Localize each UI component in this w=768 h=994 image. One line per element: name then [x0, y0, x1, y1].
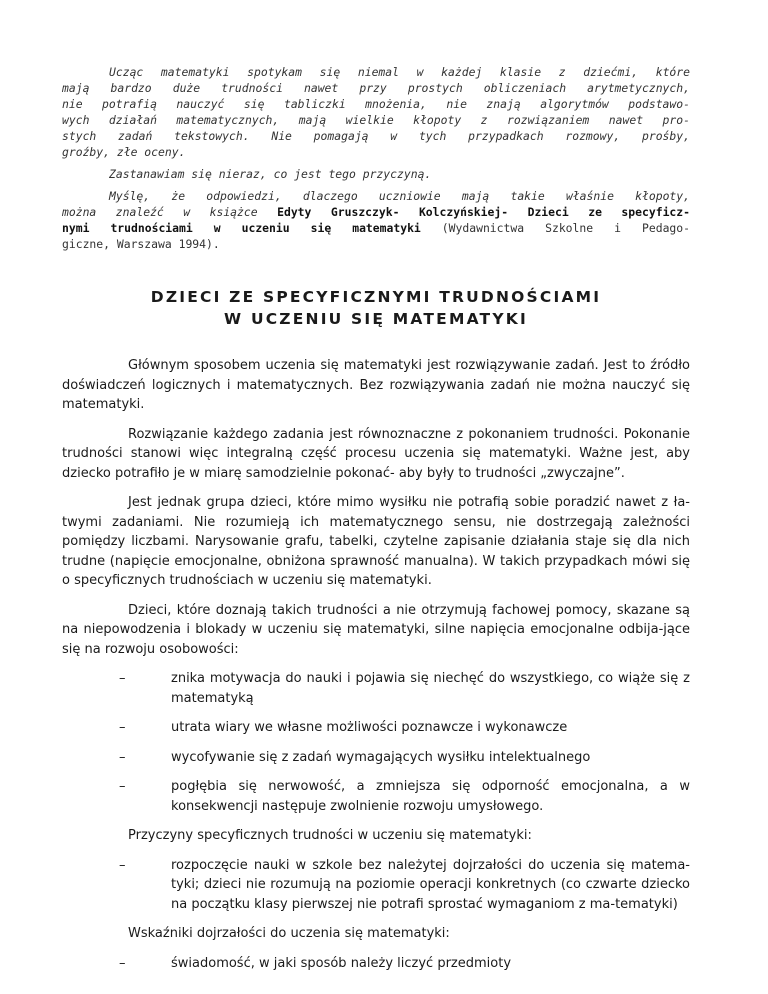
- body-paragraph: Jest jednak grupa dzieci, które mimo wysiłku nie potrafią sobie poradzić nawet z ła-twymi zadaniami. Nie rozumieją ich matematycznego sensu, nie dostrzegają zależności pomiędzy liczbami. Narysowanie grafu, tabelki, czytelne zapisanie działania staje się dla nich trudne (napięcie emocjonalne, obniżona sprawność manualna). W takich przypadkach mówi się o specyficznych trudnościach w uczeniu się matematyki.: [62, 495, 690, 588]
- intro-line: Ucząc matematyki spotykam się niemal w każdej klasie z dziećmi, które: [109, 65, 690, 79]
- list-item-text: utrata wiary we własne możliwości poznawcze i wykonawcze: [171, 720, 568, 735]
- list-item: [119, 954, 690, 974]
- indicators-heading: Wskaźniki dojrzałości do uczenia się matematyki:: [128, 926, 450, 941]
- book-publisher: (Wydawnictwa Szkolne i Pedago-: [420, 221, 690, 235]
- intro-paragraph-1: [62, 64, 690, 160]
- section-heading: [62, 286, 690, 330]
- heading-line-2: W UCZENIU SIĘ MATEMATYKI: [224, 310, 528, 328]
- heading-line-1: DZIECI ZE SPECYFICZNYMI TRUDNOŚCIAMI: [150, 288, 602, 306]
- intro-paragraph-3: [62, 188, 690, 252]
- intro-line: giczne, Warszawa 1994).: [62, 237, 220, 251]
- intro-line: stych zadań tekstowych. Nie pomagają w tych przypadkach rozmowy, prośby,: [62, 129, 690, 143]
- intro-text: można znaleźć w książce: [62, 205, 278, 219]
- dash-bullet: –: [119, 857, 126, 873]
- causes-heading: Przyczyny specyficznych trudności w uczeniu się matematyki:: [128, 828, 532, 843]
- book-title: nymi trudnościami w uczeniu się matematyki: [62, 221, 421, 235]
- body-section: [62, 356, 690, 973]
- body-paragraph: Rozwiązanie każdego zadania jest równoznaczne z pokonaniem trudności. Pokonanie trudności stanowi więc integralną część procesu uczenia się matematyki. Ważne jest, aby dziecko potrafiło je w miarę samodzielnie pokonać- aby były to trudności „zwyczajne”.: [62, 426, 690, 481]
- list-item: [119, 718, 690, 738]
- body-paragraph: Głównym sposobem uczenia się matematyki jest rozwiązywanie zadań. Jest to źródło doświadczeń logicznych i matematycznych. Bez rozwiązywania zadań nie można nauczyć się matematyki.: [62, 358, 690, 412]
- intro-line: Myślę, że odpowiedzi, dlaczego uczniowie mają takie właśnie kłopoty,: [109, 189, 690, 203]
- dash-bullet: –: [119, 779, 126, 794]
- list-item-text: pogłębia się nerwowość, a zmniejsza się odporność emocjonalna, a w konsekwencji następuje zwolnienie rozwoju umysłowego.: [171, 779, 690, 814]
- dash-bullet: –: [119, 955, 126, 971]
- book-author-title: Edyty Gruszczyk- Kolczyńskiej- Dzieci ze specyficz-: [277, 205, 690, 219]
- intro-line: mają bardzo duże trudności nawet przy prostych obliczeniach arytmetycznych,: [62, 81, 690, 95]
- body-paragraph: Dzieci, które doznają takich trudności a nie otrzymują fachowej pomocy, skazane są na niepowodzenia i blokady w uczeniu się matematyki, silne napięcia emocjonalne odbija-jące się na rozwoju osobowości:: [62, 602, 690, 657]
- intro-line: groźby, złe oceny.: [62, 145, 186, 159]
- causes-list: [62, 856, 690, 915]
- intro-paragraph-2: [62, 166, 690, 182]
- dash-bullet: –: [119, 720, 126, 735]
- intro-line: [62, 204, 690, 220]
- list-item: [119, 669, 690, 708]
- list-item-text: świadomość, w jaki sposób należy liczyć przedmioty: [171, 955, 512, 971]
- list-item-text: wycofywanie się z zadań wymagających wysiłku intelektualnego: [171, 749, 591, 765]
- list-item-text: rozpoczęcie nauki w szkole bez należytej dojrzałości do uczenia się matema-tyki; dzieci nie rozumują na poziomie operacji konkretnych (co czwarte dziecko na początku klasy pierwszej nie potrafi sprostać wymaganiom z ma-tematyki): [171, 857, 690, 912]
- list-item: [119, 748, 690, 768]
- list-item: [119, 856, 690, 915]
- list-item: [119, 777, 690, 816]
- document-page: [62, 0, 690, 983]
- effects-list: [62, 669, 690, 816]
- intro-line: Zastanawiam się nieraz, co jest tego przyczyną.: [109, 167, 432, 181]
- intro-line: nie potrafią nauczyć się tabliczki mnożenia, nie znają algorytmów podstawo-: [62, 97, 690, 111]
- list-item-text: znika motywacja do nauki i pojawia się niechęć do wszystkiego, co wiąże się z matematyką: [171, 671, 690, 706]
- intro-section: [62, 64, 690, 252]
- dash-bullet: –: [119, 749, 126, 765]
- dash-bullet: –: [119, 671, 126, 686]
- intro-line: wych działań matematycznych, mają wielkie kłopoty z rozwiązaniem nawet pro-: [62, 113, 690, 127]
- indicators-list: [62, 954, 690, 974]
- intro-line: [62, 220, 690, 236]
